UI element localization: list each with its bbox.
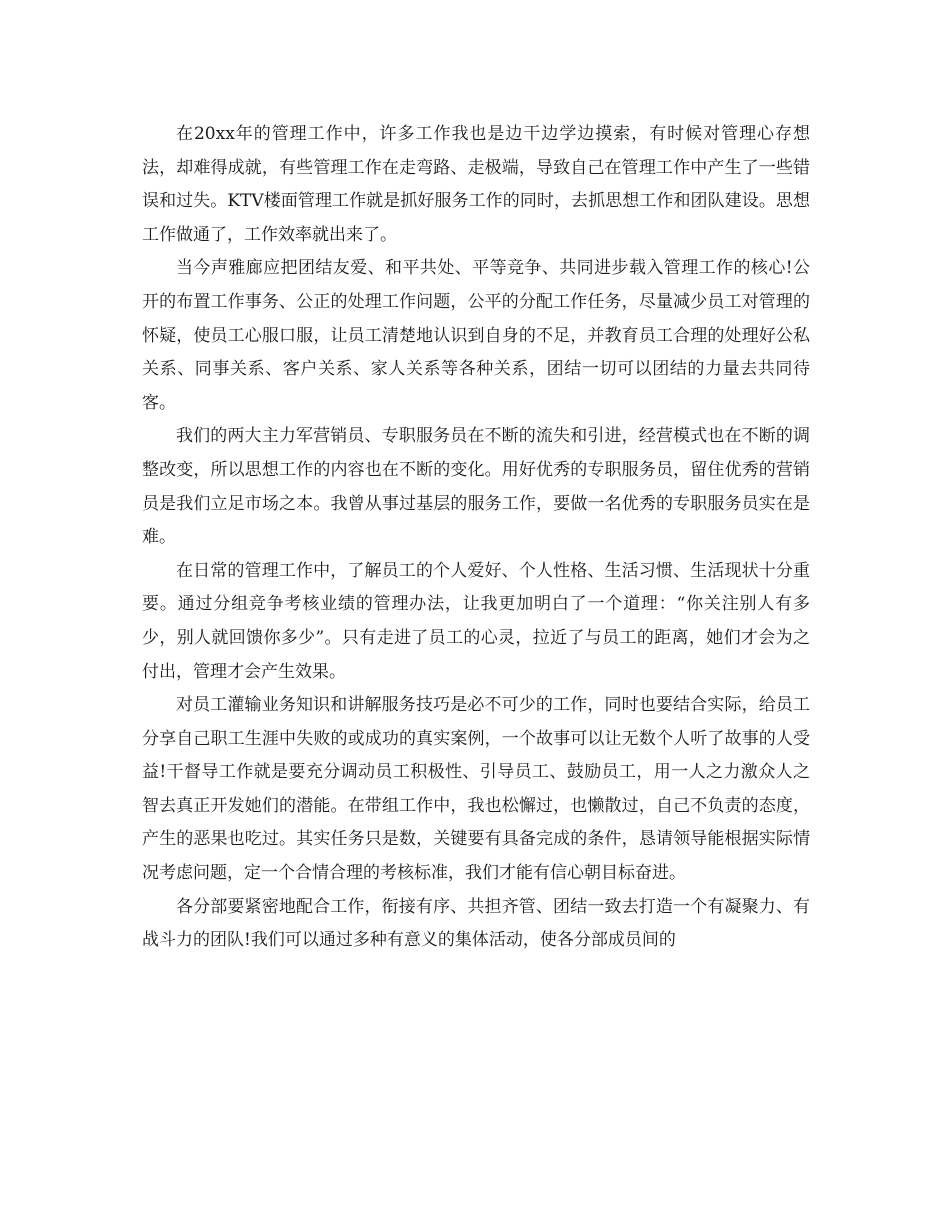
paragraph-6: 各分部要紧密地配合工作，衔接有序、共担齐管、团结一致去打造一个有凝聚力、有战斗力的团队!我们可以通过多种有意义的集体活动，使各分部成员间的 [142, 896, 810, 951]
document-body [142, 118, 810, 958]
paragraph-2: 当今声雅廊应把团结友爱、和平共处、平等竞争、共同进步载入管理工作的核心!公开的布置工作事务、公正的处理工作问题，公平的分配工作任务，尽量减少员工对管理的怀疑，使员工心服口服，让员工清楚地认识到自身的不足，并教育员工合理的处理好公私关系、同事关系、客户关系、家人关系等各种关系，团结一切可以团结的力量去共同待客。 [142, 258, 810, 413]
paragraph-5: 对员工灌输业务知识和讲解服务技巧是必不可少的工作，同时也要结合实际，给员工分享自己职工生涯中失败的或成功的真实案例，一个故事可以让无数个人听了故事的人受益!干督导工作就是要充分调动员工积极性、引导员工、鼓励员工，用一人之力激众人之智去真正开发她们的潜能。在带组工作中，我也松懈过，也懒散过，自己不负责的态度，产生的恶果也吃过。其实任务只是数，关键要有具备完成的条件，恳请领导能根据实际情况考虑问题，定一个合情合理的考核标准，我们才能有信心朝目标奋进。 [142, 695, 810, 884]
paragraph-1: 在20xx年的管理工作中，许多工作我也是边干边学边摸索，有时候对管理心存想法，却难得成就，有些管理工作在走弯路、走极端，导致自己在管理工作中产生了一些错误和过失。KTV楼面管理工作就是抓好服务工作的同时，去抓思想工作和团队建设。思想工作做通了，工作效率就出来了。 [142, 124, 810, 245]
paragraph-3: 我们的两大主力军营销员、专职服务员在不断的流失和引进，经营模式也在不断的调整改变，所以思想工作的内容也在不断的变化。用好优秀的专职服务员，留住优秀的营销员是我们立足市场之本。我曾从事过基层的服务工作，要做一名优秀的专职服务员实在是难。 [142, 426, 810, 548]
paragraph-4: 在日常的管理工作中，了解员工的个人爱好、个人性格、生活习惯、生活现状十分重要。通过分组竞争考核业绩的管理办法，让我更加明白了一个道理：“你关注别人有多少，别人就回馈你多少”。只有走进了员工的心灵，拉近了与员工的距离，她们才会为之付出，管理才会产生效果。 [142, 560, 810, 682]
